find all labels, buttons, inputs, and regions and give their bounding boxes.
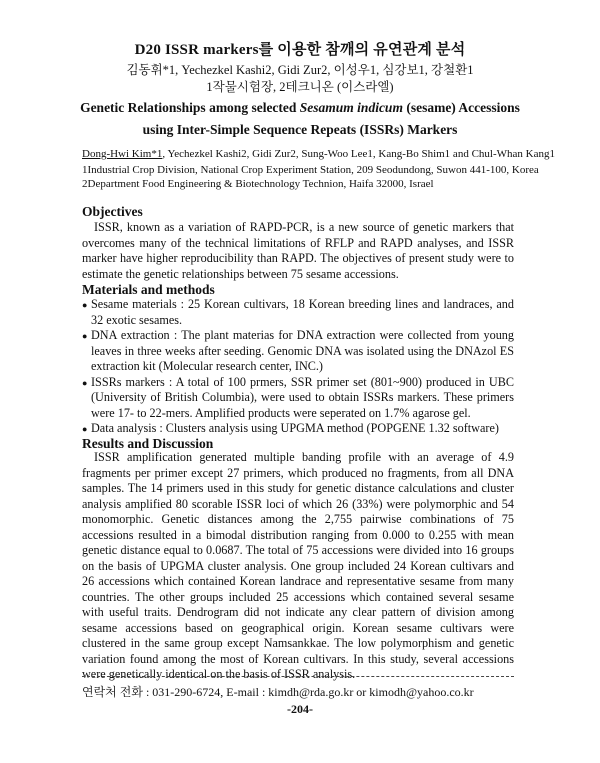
methods-heading: Materials and methods	[82, 282, 215, 297]
paper-title: D20 ISSR markers를 이용한 참깨의 유연관계 분석	[134, 42, 466, 58]
methods-item-text: Sesame materials : 25 Korean cultivars, 18 Korean breeding lines and landraces, and 32 exotic sesames.	[91, 297, 514, 327]
methods-item	[82, 328, 514, 375]
contact-info: 연락처 전화 : 031-290-6724, E-mail : kimdh@rda.go.kr or kimodh@yahoo.co.kr	[82, 685, 474, 699]
objectives-text: ISSR, known as a variation of RAPD-PCR, is a new source of genetic markers that overcomes many of the technical limitations of RFLP and RAPD analyses, and ISSR marker have higher reproducibility than RAPD. The objectives of present study were to estimate the genetic relationships between 75 sesame accessions.	[82, 220, 514, 281]
korean-authors: 김동휘*1, Yechezkel Kashi2, Gidi Zur2, 이성우1, 심강보1, 강철환1	[126, 63, 474, 77]
english-authors	[82, 148, 555, 160]
methods-item-text: ISSRs markers : A total of 100 prmers, SSR primer set (801~900) produced in UBC (University of British Columbia), were used to obtain ISSRs markers. These primers were 17- to 22-mers. Amplified products were seperated on 1.7% agarose gel.	[91, 374, 514, 420]
species-name: Sesamum indicum	[299, 100, 403, 115]
bullet-icon: ●	[82, 300, 88, 310]
english-title	[60, 97, 540, 141]
bullet-icon: ●	[82, 424, 88, 434]
results-paragraph	[82, 450, 514, 683]
english-title-line2: using Inter-Simple Sequence Repeats (ISSRs) Markers	[142, 122, 458, 137]
methods-item-text: Data analysis : Clusters analysis using UPGMA method (POPGENE 1.32 software)	[91, 421, 499, 435]
page-number: -204-	[287, 702, 313, 716]
affiliation-2: 2Department Food Engineering & Biotechnology Technion, Haifa 32000, Israel	[82, 178, 434, 190]
english-title-part1: Genetic Relationships among selected	[80, 100, 300, 115]
methods-item	[82, 375, 514, 422]
coauthors: , Yechezkel Kashi2, Gidi Zur2, Sung-Woo Lee1, Kang-Bo Shim1 and Chul-Whan Kang1	[162, 148, 555, 160]
affiliation-1: 1Industrial Crop Division, National Crop Experiment Station, 209 Seodundong, Suwon 441-100, Korea	[82, 164, 539, 176]
objectives-paragraph	[82, 220, 514, 282]
methods-list	[82, 297, 514, 438]
results-text: ISSR amplification generated multiple banding profile with an average of 4.9 fragments per primer except 27 primers, which produced no fragments, from all DNA samples. The 14 primers used in this study for genetic distance calculations and cluster analysis amplified 80 scorable ISSR loci of which 26 (33%) were polymorphic and 54 monomorphic. Genetic distances among the 2,755 pairwise combinations of 75 accessions resulted in a bimodal distribution ranging from 0.000 to 0.255 with mean genetic distance equal to 0.0687. The total of 75 accessions were divided into 16 groups on the basis of UPGMA cluster analysis. One group included 24 Korean cultivars and 26 accessions which contained Korean landrace and representative sesame from many countries. The other groups included 25 accessions which contained several sesame with useful traits. Dendrogram did not indicate any clear pattern of division among sesame accessions based on geographical origin. Korean sesame cultivars were clustered in the same group except Namsankkae. The low polymorphism and genetic variation found among the most of Korean cultivars. In this study, several accessions were genetically identical on the basis of ISSR analysis.	[82, 450, 514, 681]
methods-item-text: DNA extraction : The plant materias for DNA extraction were collected from young leaves in three weeks after seeding. Genomic DNA was isolated using the DNAzol ES extraction kit (Molecular research center, INC.)	[91, 328, 514, 373]
results-heading: Results and Discussion	[82, 436, 214, 451]
methods-item	[82, 297, 514, 328]
bullet-icon: ●	[82, 331, 88, 341]
first-author: Dong-Hwi Kim*1	[82, 148, 163, 160]
bullet-icon: ●	[82, 377, 88, 388]
dashed-divider	[82, 676, 514, 677]
english-title-part2: (sesame) Accessions	[402, 100, 520, 115]
korean-affiliation: 1작물시험장, 2테크니온 (이스라엘)	[206, 80, 394, 94]
objectives-heading: Objectives	[82, 204, 143, 219]
